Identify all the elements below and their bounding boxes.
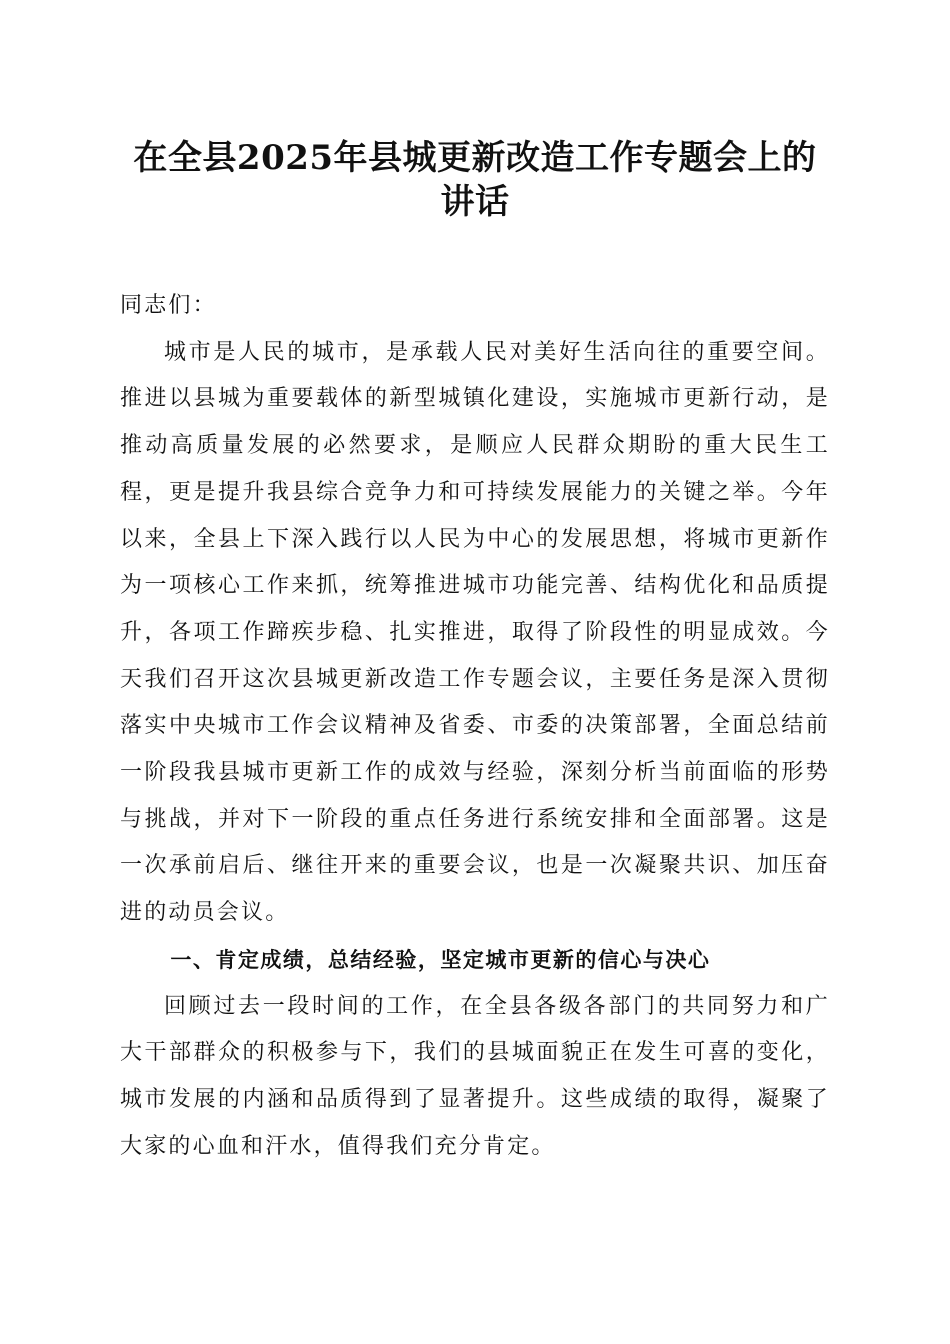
paragraph-intro: 城市是人民的城市，是承载人民对美好生活向往的重要空间。推进以县城为重要载体的新型城镇化建设，实施城市更新行动，是推动高质量发展的必然要求，是顺应人民群众期盼的重大民生工程，更是提升我县综合竞争力和可持续发展能力的关键之举。今年以来，全县上下深入践行以人民为中心的发展思想，将城市更新作为一项核心工作来抓，统筹推进城市功能完善、结构优化和品质提升，各项工作蹄疾步稳、扎实推进，取得了阶段性的明显成效。今天我们召开这次县城更新改造工作专题会议，主要任务是深入贯彻落实中央城市工作会议精神及省委、市委的决策部署，全面总结前一阶段我县城市更新工作的成效与经验，深刻分析当前面临的形势与挑战，并对下一阶段的重点任务进行系统安排和全面部署。这是一次承前启后、继往开来的重要会议，也是一次凝聚共识、加压奋进的动员会议。 — [120, 339, 830, 926]
document-body — [120, 283, 830, 1170]
section-heading-1: 一、肯定成绩，总结经验，坚定城市更新的信心与决心 — [170, 947, 711, 972]
title-line-2: 讲话 — [440, 182, 510, 222]
title-line-1: 在全县2025年县城更新改造工作专题会上的 — [133, 138, 817, 178]
paragraph-review: 回顾过去一段时间的工作，在全县各级各部门的共同努力和广大干部群众的积极参与下，我们的县城面貌正在发生可喜的变化，城市发展的内涵和品质得到了显著提升。这些成绩的取得，凝聚了大家的心血和汗水，值得我们充分肯定。 — [120, 993, 830, 1159]
document-title — [100, 136, 850, 224]
salutation: 同志们： — [120, 293, 217, 318]
